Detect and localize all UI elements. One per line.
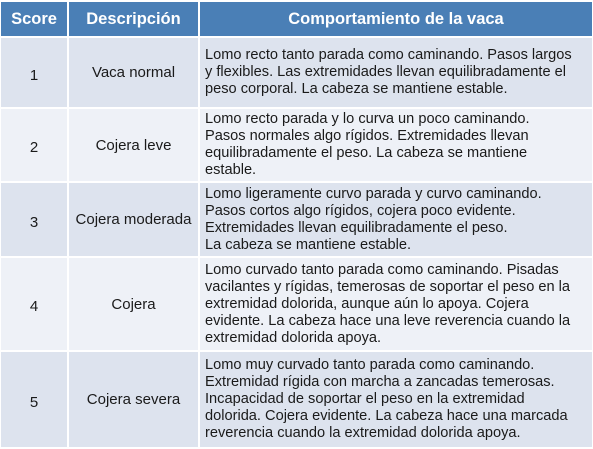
behavior-cell xyxy=(199,351,592,448)
behavior-line: Pasos normales algo rígidos. Extremidades llevan xyxy=(205,128,529,144)
behavior-cell xyxy=(199,257,592,351)
table-row xyxy=(1,257,592,351)
behavior-line: Lomo muy curvado tanto parada como caminando. xyxy=(205,357,535,373)
behavior-line: y flexibles. Las extremidades llevan equilibradamente el xyxy=(205,64,566,80)
score-cell: 1 xyxy=(1,37,68,108)
behavior-cell xyxy=(199,108,592,182)
score-cell: 5 xyxy=(1,351,68,448)
behavior-line: Pasos cortos algo rígidos, cojera poco evidente. xyxy=(205,202,516,219)
header-behavior: Comportamiento de la vaca xyxy=(199,2,592,37)
description-cell: Cojera xyxy=(68,257,199,351)
score-cell: 2 xyxy=(1,108,68,182)
description-cell: Vaca normal xyxy=(68,37,199,108)
table-header-row xyxy=(1,2,592,37)
table-row xyxy=(1,108,592,182)
behavior-line: extremidad dolorida apoya. xyxy=(205,329,382,346)
header-description: Descripción xyxy=(68,2,199,37)
behavior-line: La cabeza se mantiene estable. xyxy=(205,236,412,253)
behavior-line: Lomo recto parada y lo curva un poco caminando. xyxy=(205,111,530,127)
behavior-line: Lomo recto tanto parada como caminando. Pasos largos xyxy=(205,47,572,63)
behavior-line: equilibradamente el peso. La cabeza se mantiene xyxy=(205,145,528,161)
behavior-line: Lomo curvado tanto parada como caminando. Pisadas xyxy=(205,261,559,278)
behavior-line: evidente. La cabeza hace una leve reverencia cuando la xyxy=(205,312,571,329)
behavior-line: Incapacidad de soportar el peso en la extremidad xyxy=(205,391,525,407)
behavior-cell xyxy=(199,37,592,108)
behavior-line: vacilantes y rígidas, temerosas de soportar el peso en la xyxy=(205,278,571,295)
description-cell: Cojera moderada xyxy=(68,182,199,257)
behavior-line: reverencia cuando la extremidad dolorida apoya. xyxy=(205,425,521,441)
score-cell: 3 xyxy=(1,182,68,257)
description-cell: Cojera severa xyxy=(68,351,199,448)
behavior-line: Extremidad rígida con marcha a zancadas temerosas. xyxy=(205,374,555,390)
behavior-line: dolorida. Cojera evidente. La cabeza hace una marcada xyxy=(205,408,568,424)
table-row xyxy=(1,351,592,448)
behavior-line: extremidad dolorida, aunque aún lo apoya. Cojera xyxy=(205,295,529,312)
behavior-line: peso corporal. La cabeza se mantiene estable. xyxy=(205,81,508,97)
table-row xyxy=(1,182,592,257)
lameness-score-table xyxy=(1,2,592,449)
table-row xyxy=(1,37,592,108)
header-score: Score xyxy=(1,2,68,37)
behavior-line: Extremidades llevan equilibradamente el peso. xyxy=(205,219,508,236)
behavior-line: estable. xyxy=(205,162,257,178)
behavior-cell xyxy=(199,182,592,257)
behavior-line: Lomo ligeramente curvo parada y curvo caminando. xyxy=(205,185,542,202)
score-cell: 4 xyxy=(1,257,68,351)
description-cell: Cojera leve xyxy=(68,108,199,182)
